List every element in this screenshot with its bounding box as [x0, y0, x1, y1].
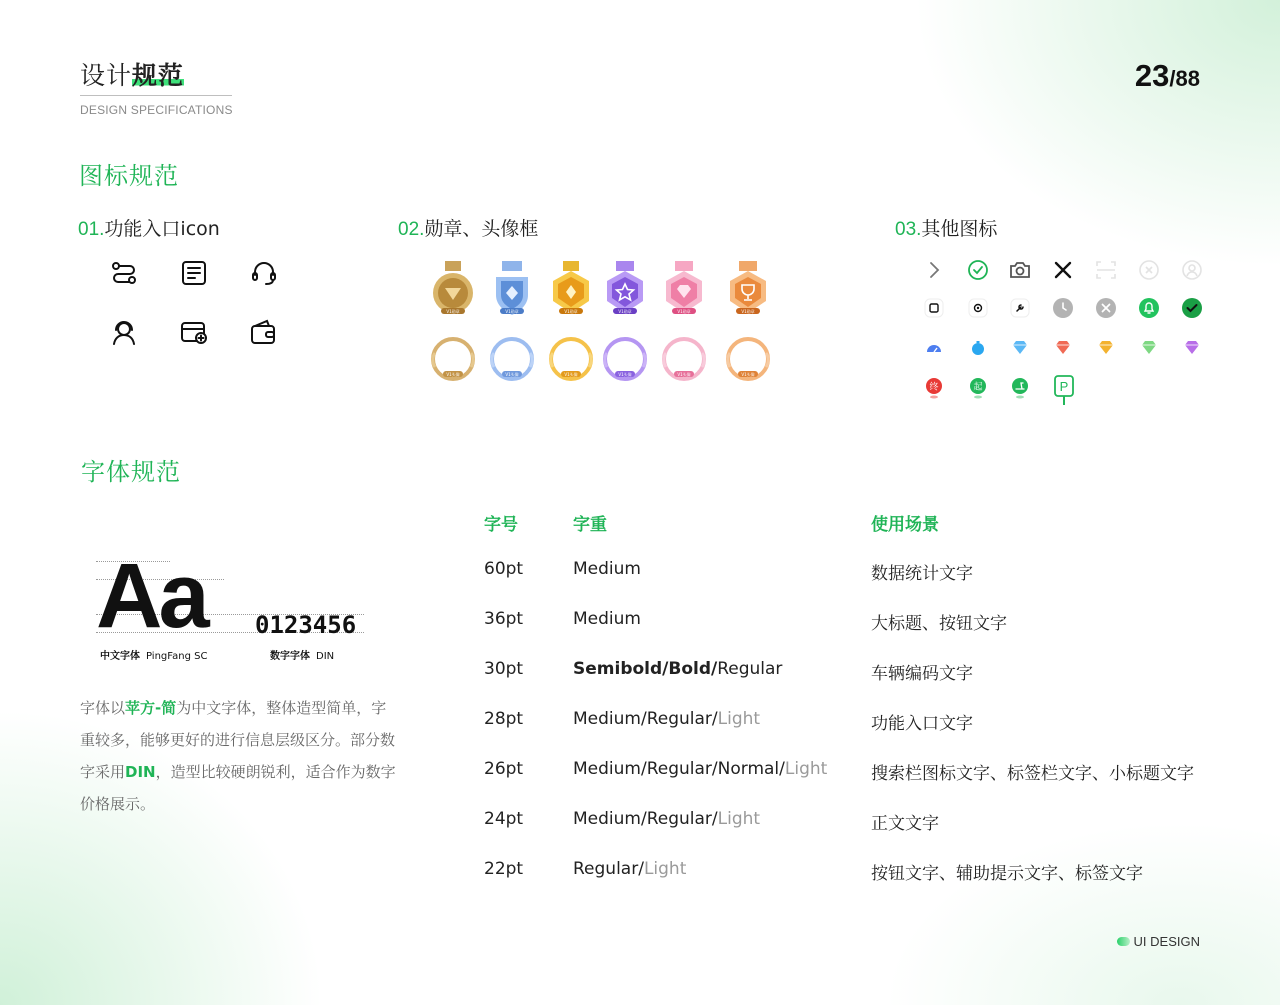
weight-text: Medium/Regular/	[573, 709, 718, 729]
close-circle-icon[interactable]	[1137, 258, 1161, 282]
col-header-scene: 使用场景	[871, 515, 939, 535]
page-total: /88	[1169, 66, 1200, 91]
medal-badge-text: V1勋章	[618, 309, 632, 314]
chevron-right-icon[interactable]	[922, 258, 946, 282]
row-size: 24pt	[484, 809, 524, 829]
end-marker-text: 终	[929, 382, 939, 393]
row-size: 28pt	[484, 709, 524, 729]
orange-trophy-medal-icon	[726, 259, 770, 319]
num-font-name: DIN	[316, 651, 335, 662]
diamond-gold-icon	[1094, 336, 1118, 360]
user-circle-icon[interactable]	[1180, 258, 1204, 282]
desc-highlight: DIN	[125, 763, 156, 781]
num-font-label: 数字字体	[270, 651, 310, 662]
row-scene: 数据统计文字	[871, 564, 973, 584]
desc-text: ，造型比较硬朗锐利，适合作为数字价格展示。	[80, 763, 396, 813]
weight-text-light: Light	[717, 709, 761, 729]
row-size: 22pt	[484, 859, 524, 879]
check-circle-icon[interactable]	[966, 258, 990, 282]
cn-font-name: PingFang SC	[146, 651, 208, 662]
diamond-green-icon	[1137, 336, 1161, 360]
icon-section-title: 图标规范	[79, 162, 179, 190]
row-weight	[573, 609, 641, 629]
locate-button-icon[interactable]	[966, 296, 990, 320]
medal-badge-text: V1勋章	[741, 309, 755, 314]
frame-badge-text: V1头像	[446, 372, 460, 377]
purple-medal-icon	[603, 259, 647, 319]
add-card-icon[interactable]	[179, 317, 209, 347]
row-scene: 搜索栏图标文字、标签栏文字、小标题文字	[871, 764, 1194, 784]
brand-subtitle: DESIGN SPECIFICATIONS	[80, 103, 233, 117]
scooter-marker-icon	[1008, 375, 1032, 399]
weight-text: Medium/Regular/	[573, 809, 718, 829]
group-medals-title	[398, 214, 538, 241]
weight-text: Medium	[573, 559, 641, 579]
orange-avatar-frame-icon	[722, 333, 774, 385]
group2-number: 02.	[398, 219, 425, 240]
weight-text: Regular/	[573, 859, 644, 879]
col-header-weight: 字重	[573, 515, 607, 535]
timer-level-icon	[966, 336, 990, 360]
cn-font-caption	[100, 647, 207, 662]
bell-filled-icon[interactable]	[1137, 296, 1161, 320]
group1-number: 01.	[78, 219, 105, 240]
frame-badge-text: V1头像	[618, 372, 632, 377]
row-weight	[573, 859, 686, 879]
diamond-blue-icon	[1008, 336, 1032, 360]
gold-avatar-frame-icon	[545, 333, 597, 385]
silver-avatar-frame-icon	[486, 333, 538, 385]
weight-text-regular: Regular	[717, 659, 783, 679]
parking-marker-icon	[1053, 375, 1075, 407]
bronze-medal-icon	[431, 259, 475, 319]
row-weight	[573, 759, 827, 779]
row-weight	[573, 659, 782, 679]
page-number	[1135, 58, 1200, 94]
gold-medal-icon	[549, 259, 593, 319]
title-normal: 设计	[80, 61, 133, 90]
route-end-marker-icon	[922, 375, 946, 399]
medal-badge-text: V1勋章	[505, 309, 519, 314]
frame-badge-text: V1头像	[677, 372, 691, 377]
group-function-icons-title	[78, 214, 220, 241]
wallet-icon[interactable]	[249, 317, 279, 347]
row-size: 60pt	[484, 559, 524, 579]
font-section-title: 字体规范	[81, 458, 181, 486]
route-start-marker-icon	[966, 375, 990, 399]
speed-level-icon	[922, 336, 946, 360]
parking-marker-text: P	[1059, 379, 1069, 394]
group1-label: 功能入口icon	[104, 218, 220, 240]
close-filled-icon[interactable]	[1094, 296, 1118, 320]
diamond-purple-icon	[1180, 336, 1204, 360]
bronze-avatar-frame-icon	[427, 333, 479, 385]
frame-badge-text: V1头像	[505, 372, 519, 377]
brand-title	[80, 56, 184, 92]
weight-text: Medium	[573, 609, 641, 629]
pink-medal-icon	[662, 259, 706, 319]
title-bold: 规范	[132, 61, 185, 90]
customer-service-icon[interactable]	[249, 258, 279, 288]
row-size: 26pt	[484, 759, 524, 779]
row-scene: 大标题、按钮文字	[871, 614, 1007, 634]
row-weight	[573, 809, 760, 829]
group3-number: 03.	[895, 219, 922, 240]
weight-text-light: Light	[717, 809, 761, 829]
medal-badge-text: V1勋章	[446, 309, 460, 314]
order-list-icon[interactable]	[179, 258, 209, 288]
start-marker-text: 起	[973, 382, 983, 393]
row-weight	[573, 709, 760, 729]
medal-badge-text: V1勋章	[677, 309, 691, 314]
specimen-digits: 0123456	[255, 611, 357, 639]
weight-text-semibold: Semibold/Bold/	[573, 659, 718, 679]
frame-badge-text: V1头像	[564, 372, 578, 377]
group2-label: 勋章、头像框	[424, 218, 539, 240]
pink-avatar-frame-icon	[658, 333, 710, 385]
footer-pill-icon	[1117, 937, 1130, 946]
route-icon[interactable]	[109, 258, 139, 288]
close-icon[interactable]	[1051, 258, 1075, 282]
row-size: 36pt	[484, 609, 524, 629]
font-description	[80, 692, 400, 820]
cn-font-label: 中文字体	[100, 651, 140, 662]
desc-text: 字体以	[80, 699, 126, 717]
diamond-red-icon	[1051, 336, 1075, 360]
clock-icon[interactable]	[1051, 296, 1075, 320]
row-size: 30pt	[484, 659, 524, 679]
camera-icon[interactable]	[1008, 258, 1032, 282]
weight-text-light: Light	[643, 859, 687, 879]
calendar-button-icon[interactable]	[922, 296, 946, 320]
silver-medal-icon	[490, 259, 534, 319]
desc-highlight: 苹方-简	[125, 699, 177, 717]
wrench-button-icon[interactable]	[1008, 296, 1032, 320]
row-weight	[573, 559, 641, 579]
num-font-caption	[270, 647, 334, 662]
check-filled-icon[interactable]	[1180, 296, 1204, 320]
row-scene: 功能入口文字	[871, 714, 973, 734]
title-divider	[80, 95, 232, 96]
col-header-size: 字号	[484, 515, 518, 535]
row-scene: 正文文字	[871, 814, 939, 834]
row-scene: 车辆编码文字	[871, 664, 973, 684]
group-other-icons-title	[895, 214, 997, 241]
scan-icon[interactable]	[1094, 258, 1118, 282]
desc-text: 为中文字体，整体造型简单，字重较多，能够更好的进行信息层级区分。部分数字采用	[80, 699, 396, 781]
page-current: 23	[1134, 58, 1170, 93]
weight-text-light: Light	[784, 759, 828, 779]
weight-text: Medium/Regular/Normal/	[573, 759, 785, 779]
footer-label	[1117, 934, 1200, 949]
footer-text: UI DESIGN	[1133, 934, 1200, 949]
user-support-icon[interactable]	[109, 317, 139, 347]
frame-badge-text: V1头像	[741, 372, 755, 377]
medal-badge-text: V1勋章	[564, 309, 578, 314]
purple-avatar-frame-icon	[599, 333, 651, 385]
group3-label: 其他图标	[921, 218, 998, 240]
row-scene: 按钮文字、辅助提示文字、标签文字	[871, 864, 1143, 884]
specimen-letters: Aa	[96, 545, 206, 647]
